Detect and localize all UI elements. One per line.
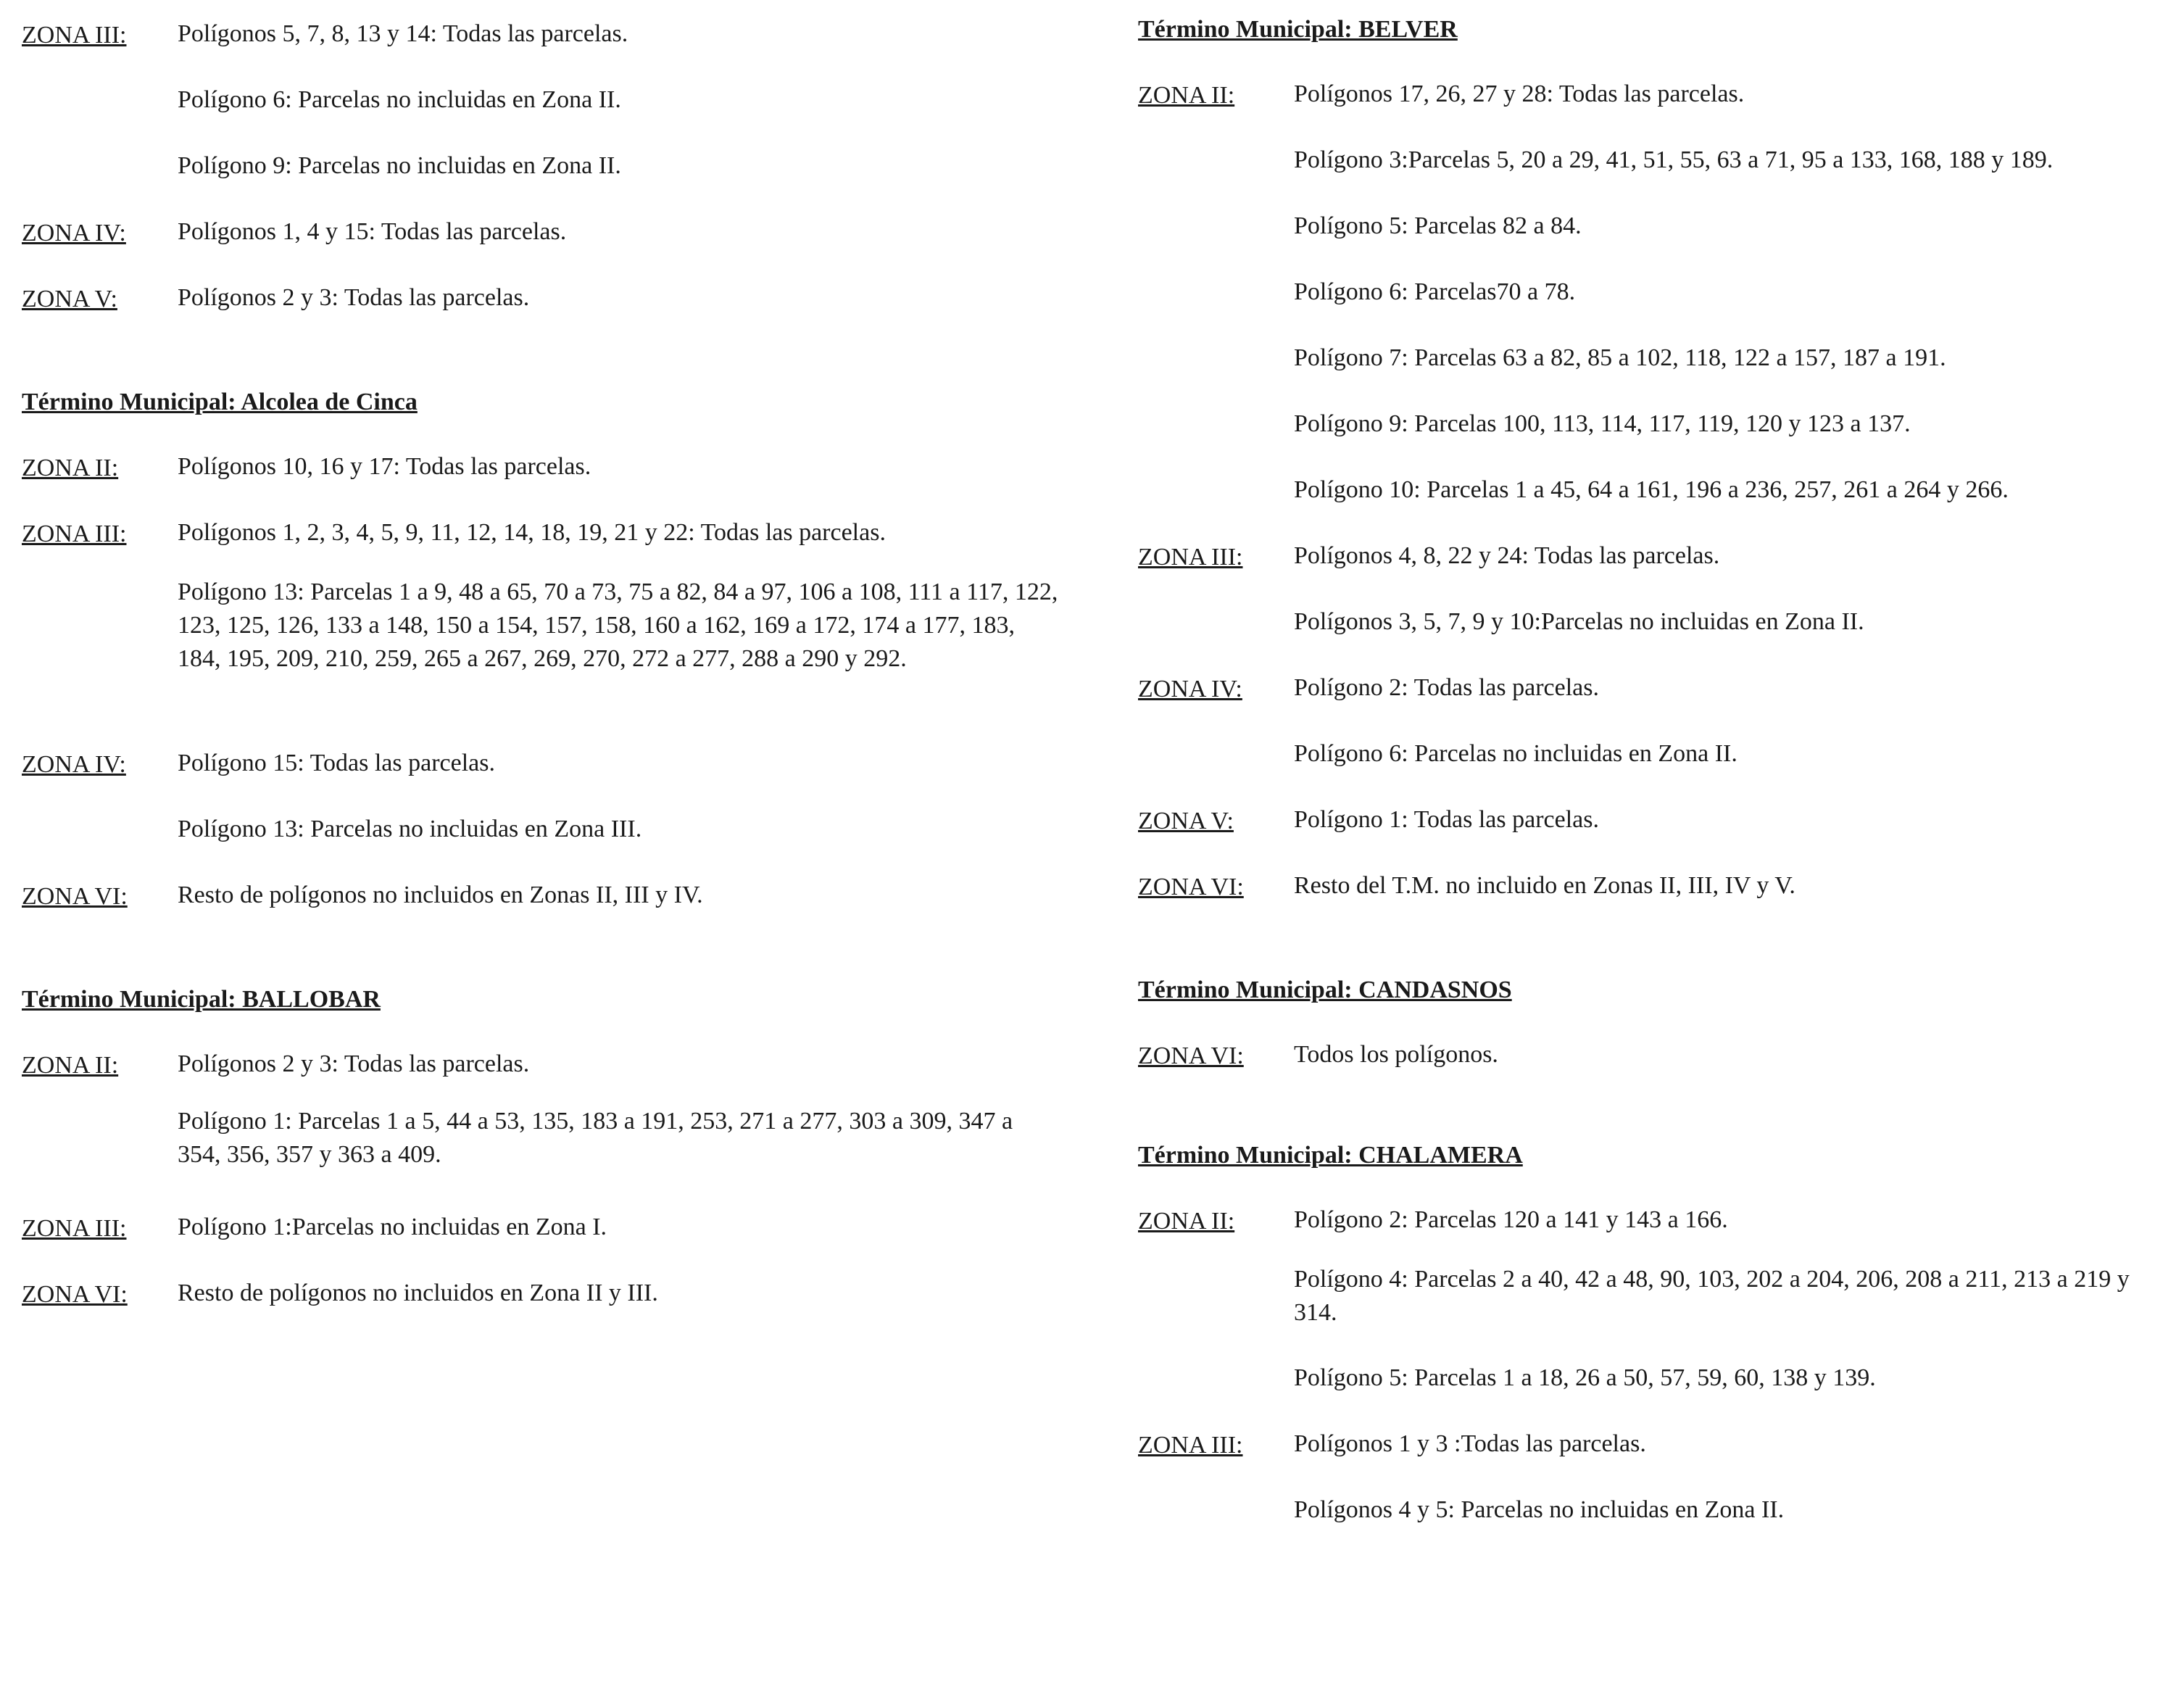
parcel-entry: Resto de polígonos no incluidos en Zonas II, III y IV. bbox=[178, 882, 703, 908]
parcel-entry: Polígono 5: Parcelas 1 a 18, 26 a 50, 57, 59, 60, 138 y 139. bbox=[1294, 1364, 1876, 1391]
parcel-entry: Polígonos 17, 26, 27 y 28: Todas las parcelas. bbox=[1294, 80, 1745, 107]
zone-label: ZONA IV: bbox=[22, 220, 126, 246]
parcel-entry: Polígonos 4, 8, 22 y 24: Todas las parcelas. bbox=[1294, 542, 1720, 569]
zone-label: ZONA IV: bbox=[22, 751, 126, 778]
parcel-entry: Resto del T.M. no incluido en Zonas II, III, IV y V. bbox=[1294, 872, 1795, 899]
parcel-entry: Polígono 15: Todas las parcelas. bbox=[178, 750, 495, 776]
parcel-entry: Polígono 1:Parcelas no incluidas en Zona I. bbox=[178, 1214, 607, 1240]
parcel-entry: Polígono 9: Parcelas no incluidas en Zona II. bbox=[178, 152, 621, 179]
parcel-entry: Resto de polígonos no incluidos en Zona II y III. bbox=[178, 1280, 658, 1306]
zone-label: ZONA III: bbox=[22, 22, 127, 49]
municipality-title: Término Municipal: BELVER bbox=[1138, 16, 1458, 43]
zone-label: ZONA VI: bbox=[22, 883, 128, 910]
parcel-entry: Polígono 6: Parcelas70 a 78. bbox=[1294, 278, 1576, 305]
zone-label: ZONA VI: bbox=[22, 1281, 128, 1308]
parcel-entry: Polígonos 2 y 3: Todas las parcelas. bbox=[178, 284, 530, 311]
municipality-title: Término Municipal: BALLOBAR bbox=[22, 986, 381, 1013]
zone-label: ZONA II: bbox=[1138, 1208, 1235, 1235]
municipality-title: Término Municipal: Alcolea de Cinca bbox=[22, 389, 418, 415]
municipality-title: Término Municipal: CANDASNOS bbox=[1138, 977, 1512, 1003]
parcel-entry: Polígono 7: Parcelas 63 a 82, 85 a 102, 118, 122 a 157, 187 a 191. bbox=[1294, 344, 1946, 371]
parcel-entry: Polígono 6: Parcelas no incluidas en Zona II. bbox=[178, 86, 621, 113]
parcel-entry: Polígono 5: Parcelas 82 a 84. bbox=[1294, 212, 1582, 239]
parcel-entry: Polígono 2: Todas las parcelas. bbox=[1294, 674, 1599, 701]
parcel-entry: Polígono 6: Parcelas no incluidas en Zona II. bbox=[1294, 740, 1737, 767]
parcel-entry: Polígono 13: Parcelas no incluidas en Zona III. bbox=[178, 816, 642, 842]
parcel-entry: Polígonos 3, 5, 7, 9 y 10:Parcelas no incluidas en Zona II. bbox=[1294, 608, 1864, 635]
zone-label: ZONA III: bbox=[1138, 1432, 1243, 1459]
parcel-entry: Polígono 10: Parcelas 1 a 45, 64 a 161, 196 a 236, 257, 261 a 264 y 266. bbox=[1294, 476, 2009, 503]
parcel-entry: Polígonos 1, 2, 3, 4, 5, 9, 11, 12, 14, 18, 19, 21 y 22: Todas las parcelas. bbox=[178, 519, 886, 546]
parcel-entry: Polígono 9: Parcelas 100, 113, 114, 117, 119, 120 y 123 a 137. bbox=[1294, 410, 1911, 437]
zone-label: ZONA VI: bbox=[1138, 1042, 1244, 1069]
parcel-entry: Polígono 3:Parcelas 5, 20 a 29, 41, 51, 55, 63 a 71, 95 a 133, 168, 188 y 189. bbox=[1294, 146, 2054, 173]
parcel-entry: Todos los polígonos. bbox=[1294, 1041, 1498, 1068]
zone-label: ZONA III: bbox=[1138, 544, 1243, 571]
zone-label: ZONA II: bbox=[1138, 82, 1235, 109]
zone-label: ZONA V: bbox=[1138, 808, 1234, 834]
zone-label: ZONA IV: bbox=[1138, 676, 1242, 702]
parcel-entry: Polígonos 1, 4 y 15: Todas las parcelas. bbox=[178, 218, 567, 245]
zone-label: ZONA VI: bbox=[1138, 874, 1244, 900]
parcel-entry: Polígono 1: Parcelas 1 a 5, 44 a 53, 135, 183 a 191, 253, 271 a 277, 303 a 309, 347 a 354, 356, 357 y 363 a 409. bbox=[178, 1108, 1013, 1168]
zone-label: ZONA III: bbox=[22, 521, 127, 547]
parcel-entry: Polígonos 4 y 5: Parcelas no incluidas en Zona II. bbox=[1294, 1496, 1785, 1523]
zone-label: ZONA V: bbox=[22, 286, 117, 312]
parcel-entry: Polígonos 5, 7, 8, 13 y 14: Todas las parcelas. bbox=[178, 20, 628, 47]
parcel-entry: Polígonos 10, 16 y 17: Todas las parcelas. bbox=[178, 453, 591, 480]
zone-label: ZONA II: bbox=[22, 1052, 119, 1079]
parcel-entry: Polígonos 1 y 3 :Todas las parcelas. bbox=[1294, 1430, 1646, 1457]
parcel-entry: Polígono 2: Parcelas 120 a 141 y 143 a 166. bbox=[1294, 1206, 1728, 1233]
municipality-title: Término Municipal: CHALAMERA bbox=[1138, 1142, 1523, 1169]
parcel-entry: Polígono 4: Parcelas 2 a 40, 42 a 48, 90, 103, 202 a 204, 206, 208 a 211, 213 a 219 y 314. bbox=[1294, 1266, 2130, 1326]
parcel-entry: Polígonos 2 y 3: Todas las parcelas. bbox=[178, 1050, 530, 1077]
zone-label: ZONA III: bbox=[22, 1215, 127, 1242]
parcel-entry: Polígono 1: Todas las parcelas. bbox=[1294, 806, 1599, 833]
zone-label: ZONA II: bbox=[22, 455, 119, 481]
parcel-entry: Polígono 13: Parcelas 1 a 9, 48 a 65, 70 a 73, 75 a 82, 84 a 97, 106 a 108, 111 a 117, 122, 123, 125, 126, 133 a 148, 150 a 154, 157, 158, 160 a 162, 169 a 172, 174 a 177, 183, 184, 195, 209, 210, 259, 265 a 267, 269, 270, 272 a 277, 288 a 290 y 292. bbox=[178, 579, 1058, 672]
